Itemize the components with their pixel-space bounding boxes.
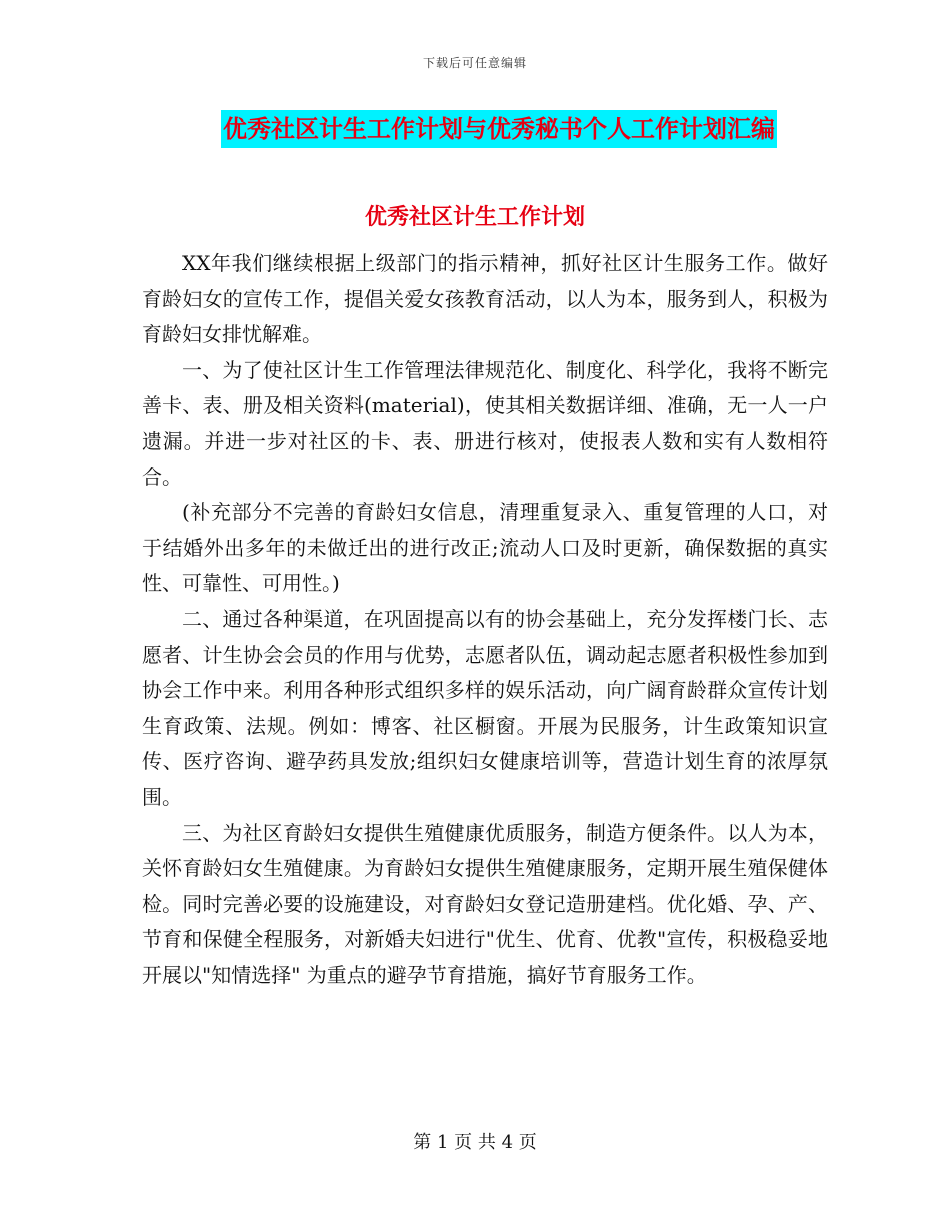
paragraph-intro: XX年我们继续根据上级部门的指示精神，抓好社区计生服务工作。做好育龄妇女的宣传工作，提倡关爱女孩教育活动，以人为本，服务到人，积极为育龄妇女排忧解难。 bbox=[142, 251, 828, 347]
page-header-note: 下载后可任意编辑 bbox=[422, 56, 527, 70]
paragraph-supplement: (补充部分不完善的育龄妇女信息，清理重复录入、重复管理的人口，对于结婚外出多年的未做迁出的进行改正;流动人口及时更新，确保数据的真实性、可靠性、可用性。) bbox=[142, 500, 828, 596]
document-body bbox=[142, 246, 828, 993]
page-number-footer: 第 1 页 共 4 页 bbox=[413, 1132, 537, 1153]
section-title: 优秀社区计生工作计划 bbox=[364, 204, 585, 230]
document-title: 优秀社区计生工作计划与优秀秘书个人工作计划汇编 bbox=[221, 110, 777, 148]
document-title-container bbox=[0, 110, 950, 148]
paragraph-item-2: 二、通过各种渠道，在巩固提高以有的协会基础上，充分发挥楼门长、志愿者、计生协会会员的作用与优势，志愿者队伍，调动起志愿者积极性参加到协会工作中来。利用各种形式组织多样的娱乐活动，向广阔育龄群众宣传计划生育政策、法规。例如：博客、社区橱窗。开展为民服务，计生政策知识宣传、医疗咨询、避孕药具发放;组织妇女健康培训等，营造计划生育的浓厚氛围。 bbox=[142, 606, 828, 809]
paragraph-item-3: 三、为社区育龄妇女提供生殖健康优质服务，制造方便条件。以人为本，关怀育龄妇女生殖健康。为育龄妇女提供生殖健康服务，定期开展生殖保健体检。同时完善必要的设施建设，对育龄妇女登记造册建档。优化婚、孕、产、节育和保健全程服务，对新婚夫妇进行"优生、优育、优教"宣传，积极稳妥地开展以"知情选择" 为重点的避孕节育措施，搞好节育服务工作。 bbox=[142, 820, 828, 987]
paragraph-item-1: 一、为了使社区计生工作管理法律规范化、制度化、科学化，我将不断完善卡、表、册及相关资料(material)，使其相关数据详细、准确，无一人一户遗漏。并进一步对社区的卡、表、册进行核对，使报表人数和实有人数相符合。 bbox=[142, 357, 828, 489]
